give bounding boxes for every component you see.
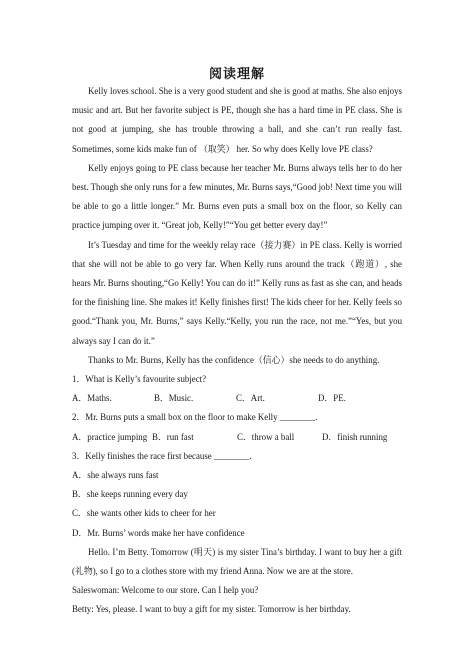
question-3-option-a: A．she always runs fast <box>72 470 159 481</box>
question-2-option-b: B．run fast <box>152 431 194 442</box>
question-3-stem: 3．Kelly finishes the race first because ________. <box>72 450 252 461</box>
question-2-option-d: D．finish running <box>322 431 388 442</box>
question-2-option-a: A．practice jumping <box>72 431 148 442</box>
passage-paragraph-2: Kelly enjoys going to PE class because her teacher Mr. Burns always tells her to do her best. Though she only runs for a few minutes, Mr. Burns says,“Good job! Next time you will be able to go a little longer.” Mr. Burns even puts a small box on the floor, so Kelly can practice jumping over it. “Great job, Kelly!”“You get better every day!” <box>72 162 402 231</box>
passage-paragraph-1: Kelly loves school. She is a very good student and she is good at maths. She also enjoys music and art. But her favorite subject is PE, though she has a hard time in PE class. She is not good at jumping, she has trouble throwing a ball, and she can’t run really fast. Sometimes, some kids make fun of （取笑） her. So why does Kelly love PE class? <box>72 86 402 154</box>
question-2-options <box>72 428 402 447</box>
question-1-option-d: D．PE. <box>318 393 346 404</box>
passage-paragraph-3: It’s Tuesday and time for the weekly relay race（接力赛）in PE class. Kelly is worried that she will not be able to go very far. When Kelly runs around the track（跑道）, she hears Mr. Burns shouting,“Go Kelly! You can do it!” Kelly runs as fast as she can, and heads for the finishing line. She makes it! Kelly finishes first! The kids cheer for her. Kelly feels so good.“Thank you, Mr. Burns,” says Kelly.“Kelly, you run the race, not me.”“Yes, but you always say I can do it.” <box>72 239 402 346</box>
question-1-stem: 1．What is Kelly’s favourite subject? <box>72 374 207 385</box>
question-2-option-c: C．throw a ball <box>237 431 295 442</box>
passage-2-intro: Hello. I’m Betty. Tomorrow (明天) is my sister Tina’s birthday. I want to buy her a gift (礼物), so I go to a clothes store with my friend Anna. Now we are at the store. <box>72 546 402 577</box>
passage-paragraph-4: Thanks to Mr. Burns, Kelly has the confidence（信心）she needs to do anything. <box>88 354 380 365</box>
question-3-option-b: B．she keeps running every day <box>72 489 188 500</box>
question-1-option-c: C．Art. <box>236 393 265 404</box>
dialogue-line-1: Saleswoman: Welcome to our store. Can I help you? <box>72 585 259 596</box>
question-3-option-d: D．Mr. Burns’ words make her have confidence <box>72 527 245 538</box>
question-3-option-c: C．she wants other kids to cheer for her <box>72 508 216 519</box>
question-1-option-b: B．Music. <box>154 393 194 404</box>
question-2-stem: 2．Mr. Burns puts a small box on the floor to make Kelly ________. <box>72 412 318 423</box>
content-area <box>72 82 402 620</box>
question-1-options <box>72 389 402 408</box>
dialogue-line-2: Betty: Yes, please. I want to buy a gift for my sister. Tomorrow is her birthday. <box>72 604 351 615</box>
question-1-option-a: A．Maths. <box>72 393 112 404</box>
page-title: 阅读理解 <box>208 67 265 82</box>
